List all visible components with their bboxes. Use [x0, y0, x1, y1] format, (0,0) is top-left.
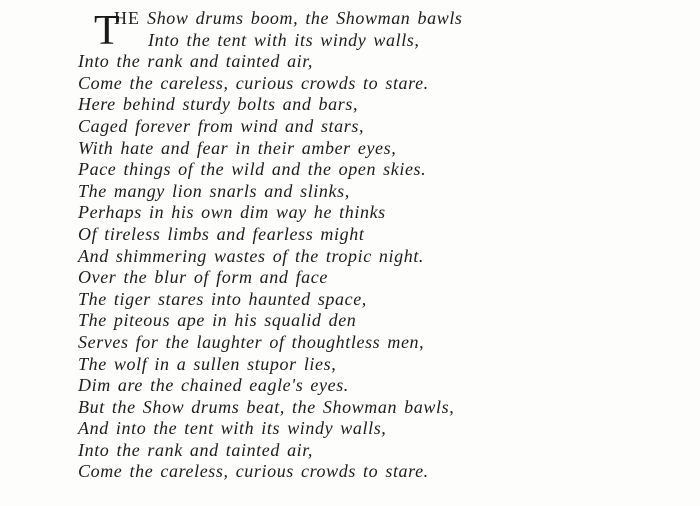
first-line-rest: Show drums boom, the Showman bawls — [140, 8, 463, 28]
poem-line-13: Over the blur of form and face — [78, 267, 328, 288]
poem-line-10: Perhaps in his own dim way he thinks — [78, 202, 386, 223]
first-line-caps: HE — [114, 8, 140, 28]
poem-line-6: Caged forever from wind and stars, — [78, 115, 365, 136]
poem-line-14: The tiger stares into haunted space, — [78, 288, 367, 309]
poem-line-18: Dim are the chained eagle's eyes. — [78, 375, 349, 396]
poem-line-7: With hate and fear in their amber eyes, — [78, 137, 397, 158]
poem-line-8: Pace things of the wild and the open skies. — [78, 159, 427, 180]
poem-line-15: The piteous ape in his squalid den — [78, 310, 357, 331]
poem-text — [78, 8, 678, 483]
poem-line-17: The wolf in a sullen stupor lies, — [78, 353, 337, 374]
poem-line-12: And shimmering wastes of the tropic night. — [78, 245, 425, 266]
poem-line-2: Into the tent with its windy walls, — [148, 29, 420, 50]
poem-line-20: And into the tent with its windy walls, — [78, 418, 387, 439]
drop-cap: T — [94, 8, 120, 54]
poem-line-4: Come the careless, curious crowds to stare. — [78, 72, 429, 93]
poem-line-22: Come the careless, curious crowds to stare. — [78, 461, 429, 482]
poem-line-5: Here behind sturdy bolts and bars, — [78, 94, 359, 115]
poem-line-21: Into the rank and tainted air, — [78, 439, 313, 460]
poem-line-3: Into the rank and tainted air, — [78, 51, 313, 72]
poem-line-11: Of tireless limbs and fearless might — [78, 223, 365, 244]
poem-line-16: Serves for the laughter of thoughtless men, — [78, 331, 425, 352]
poem-line-9: The mangy lion snarls and slinks, — [78, 180, 350, 201]
poem-line-19: But the Show drums beat, the Showman bawls, — [78, 396, 455, 417]
